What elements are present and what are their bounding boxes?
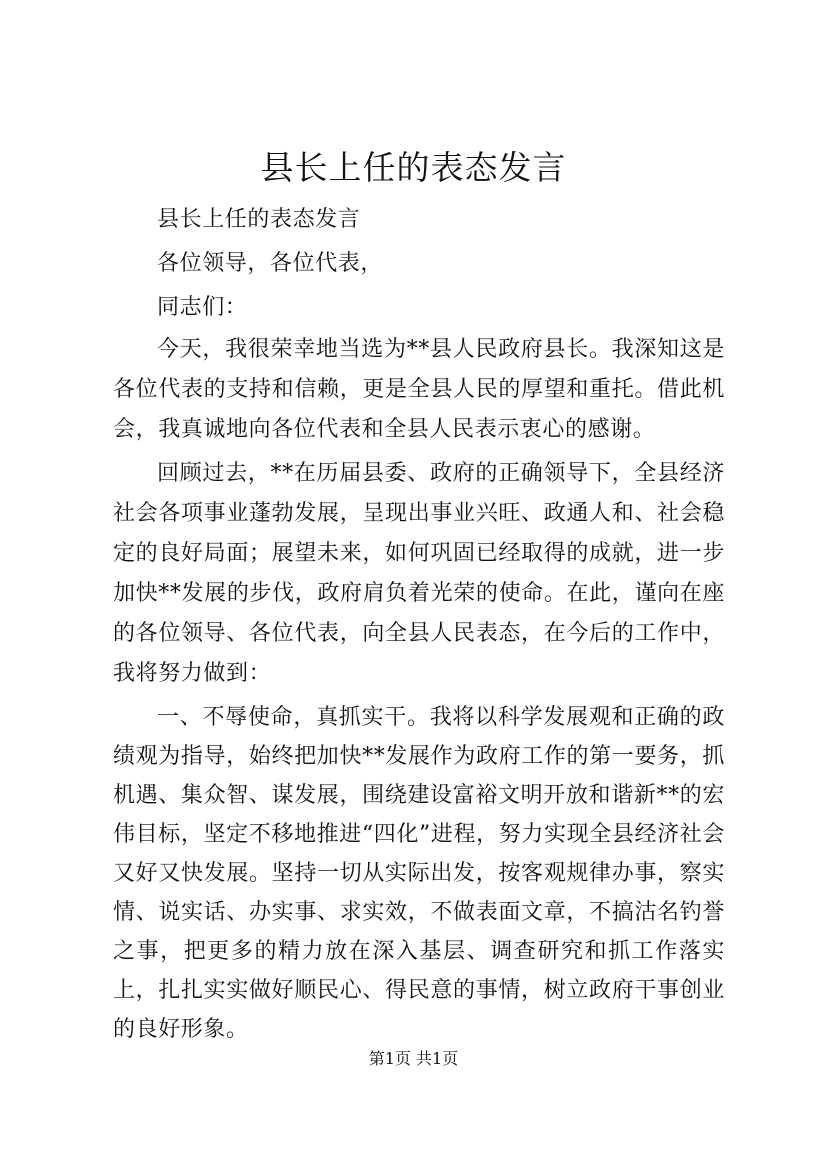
paragraph-salutation-2: 同志们： (157, 295, 248, 320)
paragraph-review: 回顾过去，**在历届县委、政府的正确领导下，全县经济社会各项事业蓬勃发展，呈现出事业兴旺、政通人和、社会稳定的良好局面；展望未来，如何巩固已经取得的成就，进一步加快**发展的步伐，政府肩负着光荣的使命。在此，谨向在座的各位领导、各位代表，向全县人民表态，在今后的工作中，我将努力做到： (113, 461, 725, 686)
page-footer: 第1页 共1页 (368, 1049, 459, 1068)
document-title: 县长上任的表态发言 (260, 148, 567, 187)
paragraph-gratitude: 今天，我很荣幸地当选为**县人民政府县长。我深知这是各位代表的支持和信赖，更是全县人民的厚望和重托。借此机会，我真诚地向各位代表和全县人民表示衷心的感谢。 (113, 337, 725, 442)
paragraph-subtitle: 县长上任的表态发言 (157, 207, 361, 232)
document-body (113, 198, 725, 1049)
paragraph-salutation-1: 各位领导，各位代表， (157, 251, 384, 276)
paragraph-commitment-1: 一、不辱使命，真抓实干。我将以科学发展观和正确的政绩观为指导，始终把加快**发展作为政府工作的第一要务，抓机遇、集众智、谋发展，围绕建设富裕文明开放和谐新**的宏伟目标，坚定不移地推进“四化”进程，努力实现全县经济社会又好又快发展。坚持一切从实际出发，按客观规律办事，察实情、说实话、办实事、求实效，不做表面文章，不搞沽名钓誉之事，把更多的精力放在深入基层、调查研究和抓工作落实上，扎扎实实做好顺民心、得民意的事情，树立政府干事创业的良好形象。 (113, 705, 725, 1042)
